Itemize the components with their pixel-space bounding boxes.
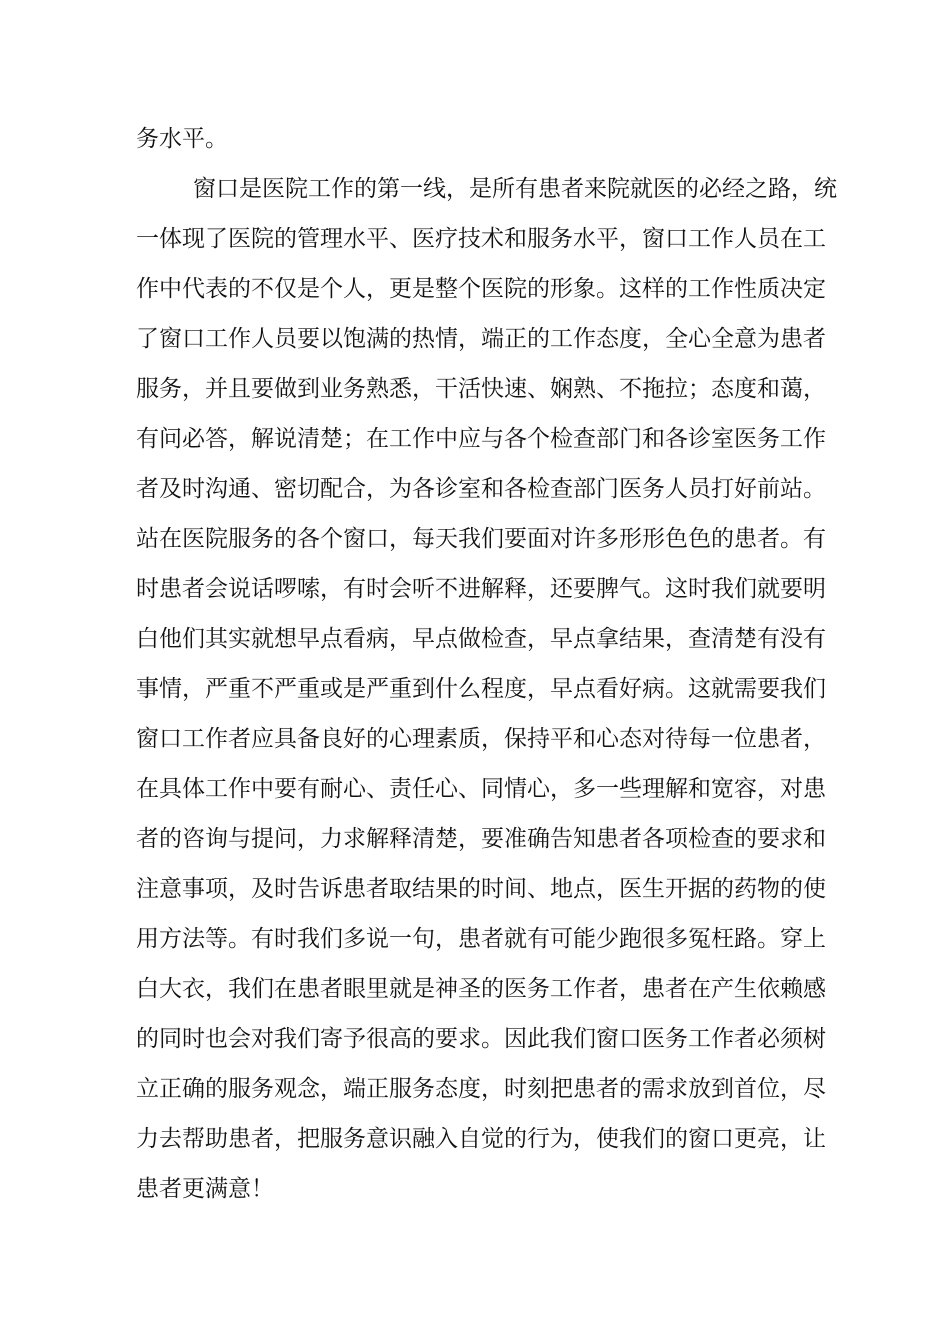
paragraph-line: 时患者会说话啰嗦，有时会听不进解释，还要脾气。这时我们就要明 — [136, 576, 826, 602]
paragraph-line: 服务，并且要做到业务熟悉，干活快速、娴熟、不拖拉；态度和蔼， — [136, 376, 826, 402]
paragraph-line: 作中代表的不仅是个人，更是整个医院的形象。这样的工作性质决定 — [136, 276, 826, 302]
paragraph-line: 站在医院服务的各个窗口，每天我们要面对许多形形色色的患者。有 — [136, 526, 826, 552]
paragraph-line: 者的咨询与提问，力求解释清楚，要准确告知患者各项检查的要求和 — [136, 826, 826, 852]
paragraph-line: 窗口工作者应具备良好的心理素质，保持平和心态对待每一位患者， — [136, 726, 826, 752]
paragraph-line: 白他们其实就想早点看病，早点做检查，早点拿结果，查清楚有没有 — [136, 626, 826, 652]
paragraph-line: 的同时也会对我们寄予很高的要求。因此我们窗口医务工作者必须树 — [136, 1026, 826, 1052]
paragraph-line: 用方法等。有时我们多说一句，患者就有可能少跑很多冤枉路。穿上 — [136, 926, 826, 952]
paragraph-line: 事情，严重不严重或是严重到什么程度，早点看好病。这就需要我们 — [136, 676, 826, 702]
paragraph-line: 者及时沟通、密切配合，为各诊室和各检查部门医务人员打好前站。 — [136, 476, 826, 502]
paragraph-line: 力去帮助患者，把服务意识融入自觉的行为，使我们的窗口更亮，让 — [136, 1126, 826, 1152]
paragraph-line: 患者更满意！ — [136, 1176, 274, 1202]
paragraph-line: 务水平。 — [136, 126, 228, 152]
paragraph-line: 一体现了医院的管理水平、医疗技术和服务水平，窗口工作人员在工 — [136, 226, 826, 252]
paragraph-line: 白大衣，我们在患者眼里就是神圣的医务工作者，患者在产生依赖感 — [136, 976, 826, 1002]
paragraph-line: 注意事项，及时告诉患者取结果的时间、地点，医生开据的药物的使 — [136, 876, 826, 902]
paragraph-line: 有问必答，解说清楚；在工作中应与各个检查部门和各诊室医务工作 — [136, 426, 826, 452]
paragraph-line: 了窗口工作人员要以饱满的热情，端正的工作态度，全心全意为患者 — [136, 326, 826, 352]
paragraph-line: 立正确的服务观念，端正服务态度，时刻把患者的需求放到首位，尽 — [136, 1076, 826, 1102]
paragraph-line: 窗口是医院工作的第一线，是所有患者来院就医的必经之路，统 — [193, 176, 837, 202]
paragraph-line: 在具体工作中要有耐心、责任心、同情心，多一些理解和宽容，对患 — [136, 776, 826, 802]
